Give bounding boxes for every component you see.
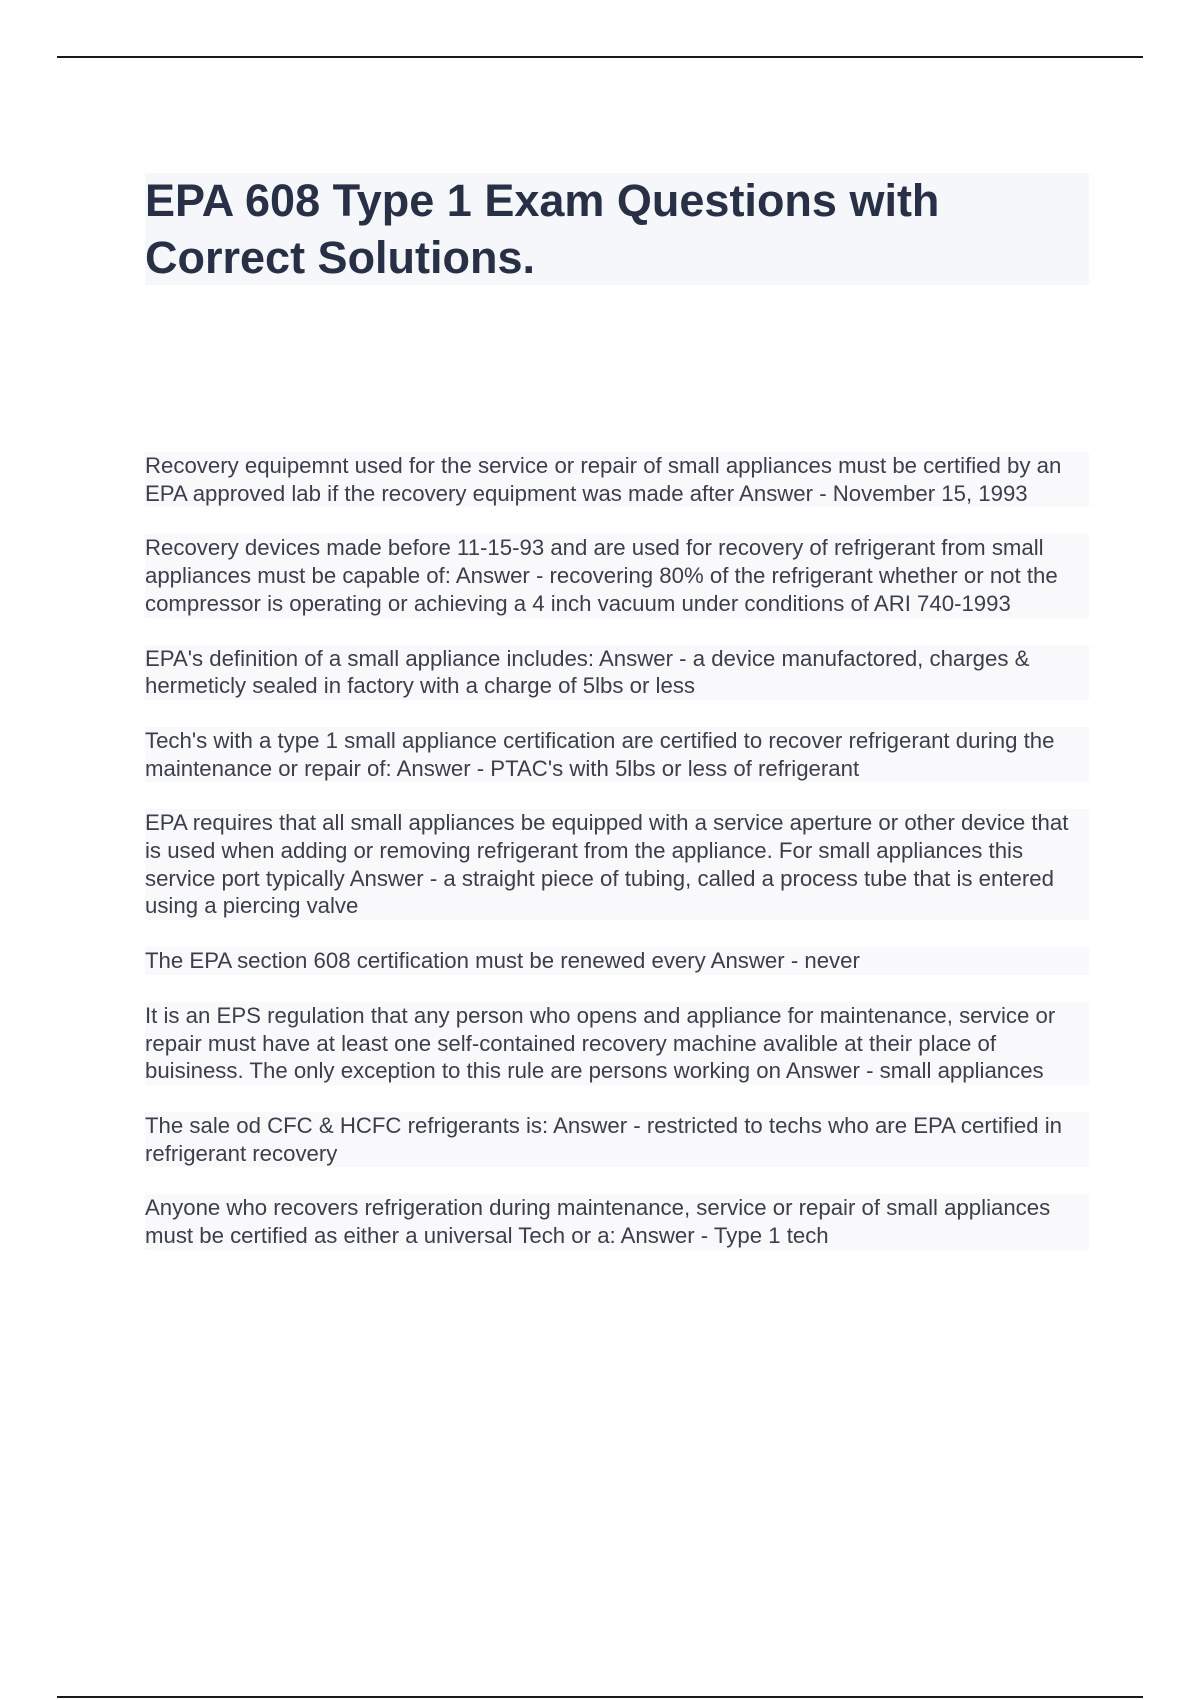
qa-item-7: It is an EPS regulation that any person who opens and appliance for maintenance, service or repair must have at least one self-contained recovery machine avalible at their place of buisiness. The only exception to this rule are persons working on Answer - small appliances <box>145 1002 1089 1085</box>
qa-item-6: The EPA section 608 certification must be renewed every Answer - never <box>145 947 1089 975</box>
footer-rule <box>57 1696 1143 1698</box>
qa-item-9: Anyone who recovers refrigeration during maintenance, service or repair of small appliances must be certified as either a universal Tech or a: Answer - Type 1 tech <box>145 1194 1089 1249</box>
qa-list <box>145 452 1089 1277</box>
document-title: EPA 608 Type 1 Exam Questions with Correct Solutions. <box>145 175 940 283</box>
qa-item-2: Recovery devices made before 11-15-93 and are used for recovery of refrigerant from small appliances must be capable of: Answer - recovering 80% of the refrigerant whether or not the compressor is operating or achieving a 4 inch vacuum under conditions of ARI 740-1993 <box>145 534 1089 617</box>
qa-item-4: Tech's with a type 1 small appliance certification are certified to recover refrigerant during the maintenance or repair of: Answer - PTAC's with 5lbs or less of refrigerant <box>145 727 1089 782</box>
header-rule <box>57 56 1143 58</box>
qa-item-8: The sale od CFC & HCFC refrigerants is: Answer - restricted to techs who are EPA certified in refrigerant recovery <box>145 1112 1089 1167</box>
qa-item-3: EPA's definition of a small appliance includes: Answer - a device manufactored, charges & hermeticly sealed in factory with a charge of 5lbs or less <box>145 645 1089 700</box>
qa-item-5: EPA requires that all small appliances be equipped with a service aperture or other device that is used when adding or removing refrigerant from the appliance. For small appliances this service port typically Answer - a straight piece of tubing, called a process tube that is entered using a piercing valve <box>145 809 1089 920</box>
title-block <box>145 173 1089 285</box>
qa-item-1: Recovery equipemnt used for the service or repair of small appliances must be certified by an EPA approved lab if the recovery equipment was made after Answer - November 15, 1993 <box>145 452 1089 507</box>
